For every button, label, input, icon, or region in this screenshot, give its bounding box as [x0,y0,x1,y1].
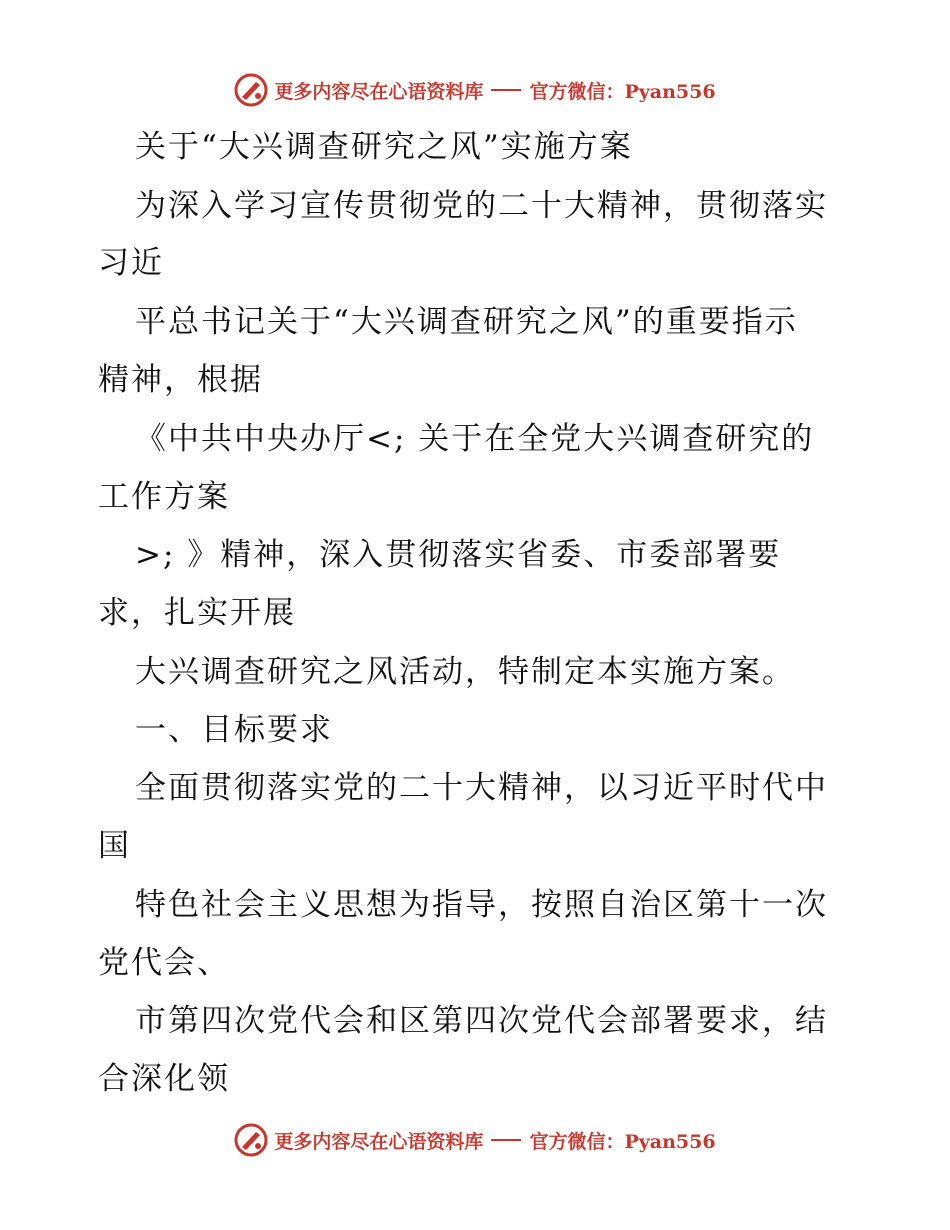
watermark-text: 更多内容尽在心语资料库 [274,1130,484,1153]
quill-logo-icon [234,1123,268,1157]
paragraph-line: 国 [98,828,131,864]
paragraph-line: 《中共中央办厅<; 关于在全党大兴调查研究的 [135,421,815,457]
quill-logo-icon [234,73,268,107]
paragraph-line: 习近 [98,245,164,281]
watermark-dash [491,1139,521,1141]
paragraph-line: >; 》精神，深入贯彻落实省委、市委部署要 [135,537,782,573]
paragraph-line: 大兴调查研究之风活动，特制定本实施方案。 [135,654,795,690]
watermark-contact: 官方微信：Pyan556 [529,80,716,103]
paragraph-line: 工作方案 [98,479,230,515]
paragraph-line: 精神，根据 [98,362,263,398]
watermark-contact: 官方微信：Pyan556 [529,1130,716,1153]
section-heading: 一、目标要求 [135,712,333,748]
watermark-text: 更多内容尽在心语资料库 [274,80,484,103]
paragraph-line: 特色社会主义思想为指导，按照自治区第十一次 [135,887,828,923]
watermark-dash [491,89,521,91]
document-title: 关于“大兴调查研究之风”实施方案 [135,129,633,165]
paragraph-line: 市第四次党代会和区第四次党代会部署要求，结 [135,1003,828,1039]
paragraph-line: 党代会、 [98,945,230,981]
paragraph-line: 求，扎实开展 [98,595,296,631]
header-watermark [0,70,950,110]
paragraph-line: 全面贯彻落实党的二十大精神，以习近平时代中 [135,770,828,806]
footer-watermark [0,1120,950,1160]
paragraph-line: 为深入学习宣传贯彻党的二十大精神，贯彻落实 [135,188,828,224]
paragraph-line: 合深化领 [98,1061,230,1097]
paragraph-line: 平总书记关于“大兴调查研究之风”的重要指示 [135,304,798,340]
